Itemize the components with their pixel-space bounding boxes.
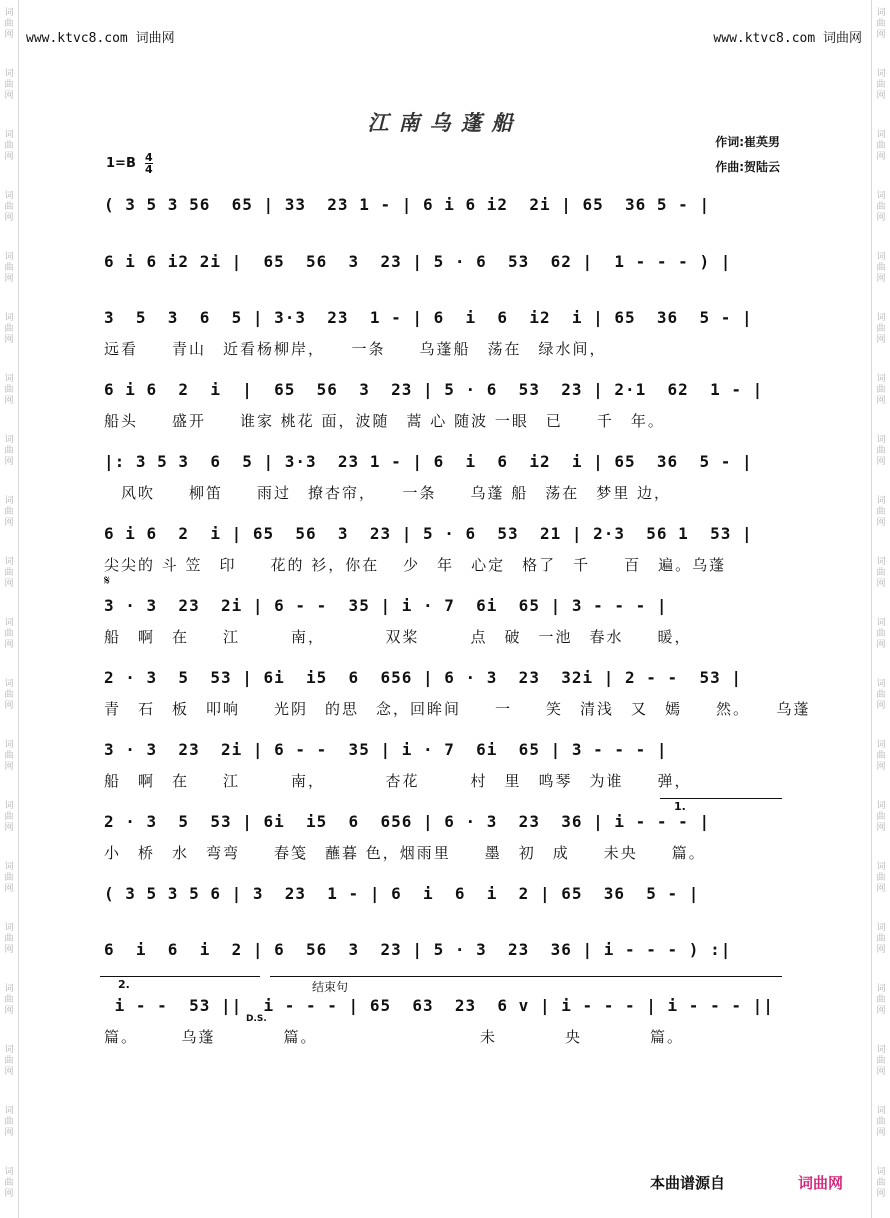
watermark-text: 词曲网	[876, 1045, 886, 1077]
watermark-text: 词曲网	[4, 1167, 14, 1199]
watermark-text: 词曲网	[4, 923, 14, 955]
watermark-text: 词曲网	[876, 679, 886, 711]
watermark-text: 词曲网	[876, 435, 886, 467]
notation-row: 6 i 6 i 2 | 6 56 3 23 | 5 · 3 23 36 | i - - - ) :|	[104, 940, 732, 959]
watermark-text: 词曲网	[4, 1106, 14, 1138]
lyric-row: 尖尖的 斗 笠 印 花的 衫，你在 少 年 心定 格了 千 百 遍。乌蓬	[104, 556, 727, 574]
watermark-text: 词曲网	[876, 1106, 886, 1138]
watermark-text: 词曲网	[4, 374, 14, 406]
ds-mark: D.S.	[246, 1014, 267, 1024]
watermark-text: 词曲网	[4, 679, 14, 711]
notation-row: 2 · 3 5 53 | 6i i5 6 656 | 6 · 3 23 36 | i - - - |	[104, 812, 711, 831]
time-signature-top: 4	[145, 151, 153, 164]
watermark-text: 词曲网	[876, 8, 886, 40]
volta-second: 2.	[118, 978, 130, 991]
notation-row: 2 · 3 5 53 | 6i i5 6 656 | 6 · 3 23 32i | 2 - - 53 |	[104, 668, 742, 687]
watermark-text: 词曲网	[876, 862, 886, 894]
watermark-text: 词曲网	[876, 374, 886, 406]
watermark-text: 词曲网	[4, 862, 14, 894]
composer-credit: 作曲:贺陆云	[715, 160, 780, 174]
watermark-text: 词曲网	[876, 557, 886, 589]
watermark-text: 词曲网	[4, 191, 14, 223]
notation-row: 3 5 3 6 5 | 3·3 23 1 - | 6 i 6 i2 i | 65 36 5 - |	[104, 308, 753, 327]
lyric-row: 小 桥 水 弯弯 春笺 蘸暮 色，烟雨里 墨 初 成 未央 篇。	[104, 844, 706, 862]
site-header-right[interactable]: www.ktvc8.com 词曲网	[713, 31, 862, 46]
notation-row: 3 · 3 23 2i | 6 - - 35 | i · 7 6i 65 | 3 - - - |	[104, 596, 668, 615]
notation-row: 6 i 6 2 i | 65 56 3 23 | 5 · 6 53 21 | 2·3 56 1 53 |	[104, 524, 753, 543]
lyric-row: 远看 青山 近看杨柳岸， 一条 乌蓬船 荡在 绿水间，	[104, 340, 607, 358]
lyricist-credit: 作词:崔英男	[715, 135, 780, 149]
time-signature-bottom: 4	[145, 163, 153, 176]
watermark-text: 词曲网	[4, 618, 14, 650]
lyric-row: 篇。 乌蓬 篇。 未 央 篇。	[104, 1028, 685, 1046]
segno-mark: 𝄋	[104, 573, 111, 589]
lyric-row: 青 石 板 叩响 光阴 的思 念，回眸间 一 笑 清浅 又 嫣 然。 乌蓬	[104, 700, 811, 718]
notation-row: i - - 53 || i - - - | 65 63 23 6 v | i - - - | i - - - ||	[104, 996, 774, 1015]
lyric-row: 船 啊 在 江 南， 杏花 村 里 鸣琴 为谁 弹，	[104, 772, 692, 790]
song-title: 江南乌蓬船	[367, 110, 523, 135]
watermark-text: 词曲网	[876, 191, 886, 223]
ending-phrase-label: 结束句	[312, 980, 349, 994]
watermark-text: 词曲网	[4, 740, 14, 772]
watermark-text: 词曲网	[4, 313, 14, 345]
ending-bracket	[270, 976, 782, 977]
watermark-text: 词曲网	[4, 1045, 14, 1077]
notation-row: 6 i 6 i2 2i | 65 56 3 23 | 5 · 6 53 62 | 1 - - - ) |	[104, 252, 732, 271]
key-signature: 1=B	[106, 156, 136, 171]
watermark-text: 词曲网	[876, 69, 886, 101]
notation-row: 6 i 6 2 i | 65 56 3 23 | 5 · 6 53 23 | 2·1 62 1 - |	[104, 380, 764, 399]
watermark-text: 词曲网	[876, 740, 886, 772]
right-watermark-strip	[871, 0, 890, 1218]
watermark-text: 词曲网	[4, 252, 14, 284]
left-watermark-strip	[0, 0, 19, 1218]
watermark-text: 词曲网	[876, 984, 886, 1016]
site-header-left[interactable]: www.ktvc8.com 词曲网	[26, 31, 175, 46]
watermark-text: 词曲网	[876, 496, 886, 528]
notation-row: 3 · 3 23 2i | 6 - - 35 | i · 7 6i 65 | 3 - - - |	[104, 740, 668, 759]
footer-source-label: 本曲谱源自	[650, 1174, 726, 1192]
lyric-row: 风吹 柳笛 雨过 撩杏帘， 一条 乌蓬 船 荡在 梦里 边，	[104, 484, 672, 502]
watermark-text: 词曲网	[876, 923, 886, 955]
time-signature	[145, 152, 153, 175]
watermark-text: 词曲网	[4, 496, 14, 528]
lyric-row: 船头 盛开 谁家 桃花 面，波随 蒿 心 随波 一眼 已 千 年。	[104, 412, 665, 430]
watermark-text: 词曲网	[876, 618, 886, 650]
footer-site-link[interactable]: 词曲网	[798, 1174, 844, 1192]
watermark-text: 词曲网	[4, 984, 14, 1016]
watermark-text: 词曲网	[876, 313, 886, 345]
watermark-text: 词曲网	[4, 69, 14, 101]
watermark-text: 词曲网	[4, 801, 14, 833]
watermark-text: 词曲网	[4, 435, 14, 467]
watermark-text: 词曲网	[876, 252, 886, 284]
volta-first-bracket	[660, 798, 782, 799]
watermark-text: 词曲网	[876, 1167, 886, 1199]
lyric-row: 船 啊 在 江 南， 双桨 点 破 一池 春水 暖，	[104, 628, 692, 646]
watermark-text: 词曲网	[4, 8, 14, 40]
watermark-text: 词曲网	[876, 801, 886, 833]
volta-second-bracket	[100, 976, 260, 977]
watermark-text: 词曲网	[4, 557, 14, 589]
notation-row: ( 3 5 3 5 6 | 3 23 1 - | 6 i 6 i 2 | 65 36 5 - |	[104, 884, 700, 903]
watermark-text: 词曲网	[876, 130, 886, 162]
notation-row: ( 3 5 3 56 65 | 33 23 1 - | 6 i 6 i2 2i | 65 36 5 - |	[104, 195, 711, 214]
notation-row: |: 3 5 3 6 5 | 3·3 23 1 - | 6 i 6 i2 i | 65 36 5 - |	[104, 452, 753, 471]
watermark-text: 词曲网	[4, 130, 14, 162]
volta-first: 1.	[674, 800, 686, 813]
